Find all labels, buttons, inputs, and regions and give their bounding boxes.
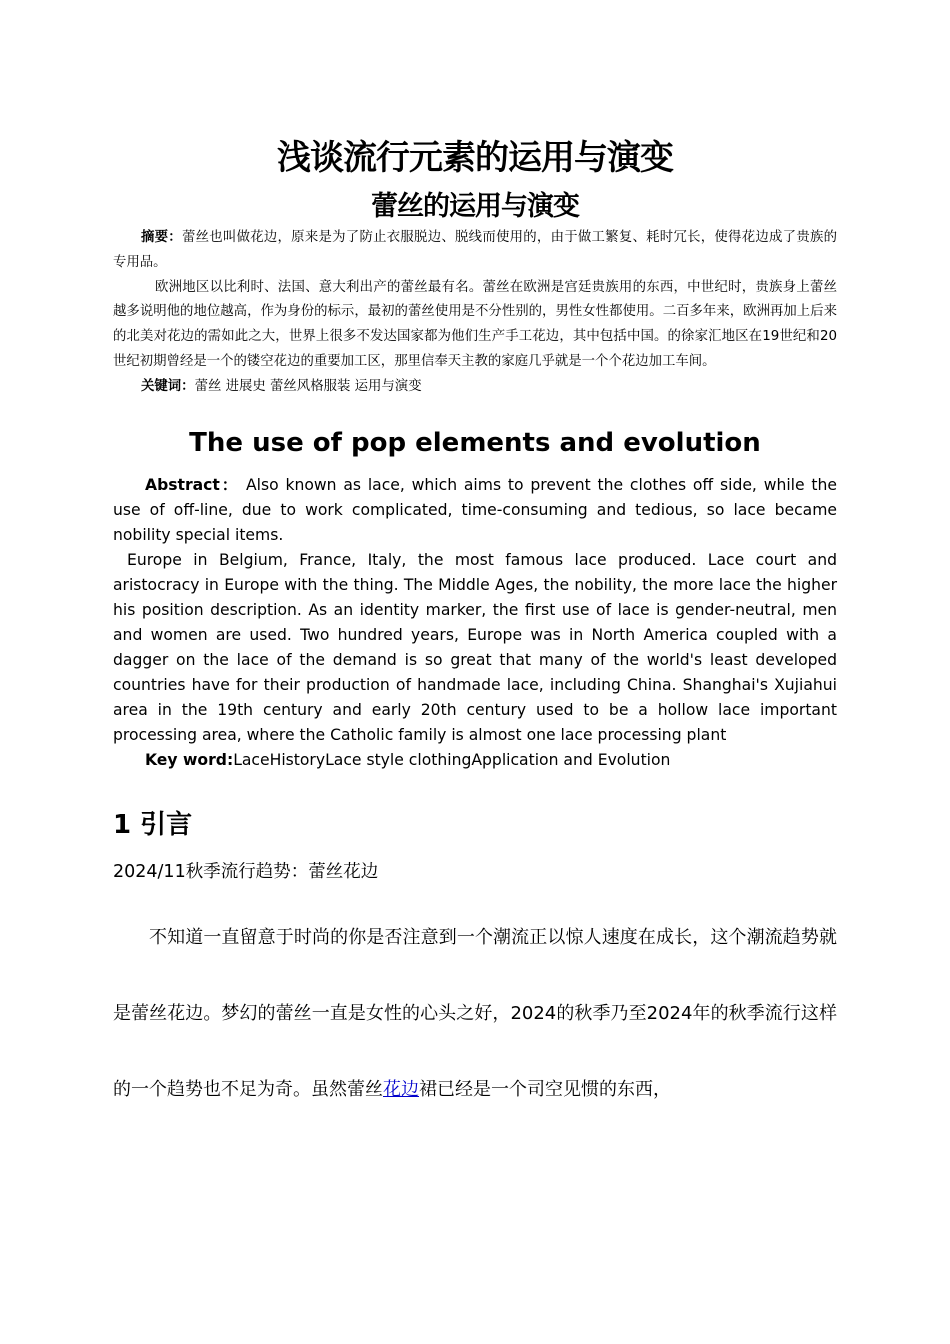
en-keywords-text: LaceHistoryLace style clothingApplication and Evolution	[233, 751, 671, 769]
abstract-paragraph-2: 欧洲地区以比利时、法国、意大利出产的蕾丝最有名。蕾丝在欧洲是宫廷贵族用的东西，中世纪时，贵族身上蕾丝越多说明他的地位越高，作为身份的标示，最初的蕾丝使用是不分性别的，男性女性都使用。二百多年来，欧洲再加上后来的北美对花边的需如此之大，世界上很多不发达国家都为他们生产手工花边，其中包括中国。的徐家汇地区在19世纪和20世纪初期曾经是一个的镂空花边的重要加工区，那里信奉天主教的家庭几乎就是一个个花边加工车间。	[113, 279, 837, 369]
trend-line: 2024/11秋季流行趋势：蕾丝花边	[113, 862, 379, 882]
en-abstract-text: Also known as lace, which aims to prevent the clothes off side, while the use of off-line, due to work complicated, time-consuming and tedious, so lace became nobility special items.	[113, 476, 837, 544]
lace-link[interactable]: 花边	[383, 1079, 419, 1100]
keywords-label: 关键词：	[141, 378, 195, 394]
en-keyword-label: Key word:	[145, 751, 234, 769]
english-abstract	[113, 473, 837, 773]
body-text-start: 不知道一直留意于时尚的你是否注意到一个潮流正以惊人速度在成长，这个潮流趋势就是蕾丝花边。梦幻的蕾丝一直是女性的心头之好，2024的秋季乃至2024年的秋季流行这样的一个趋势也不足为奇。虽然蕾丝	[113, 927, 837, 1100]
en-abstract-label: Abstract：	[145, 476, 240, 494]
abstract-label: 摘要：	[141, 230, 182, 245]
page-title: 浅谈流行元素的运用与演变	[277, 138, 673, 178]
page-subtitle: 蕾丝的运用与演变	[371, 191, 579, 222]
abstract-text: 蕾丝也叫做花边，原来是为了防止衣服脱边、脱线而使用的，由于做工繁复、耗时冗长，使得花边成了贵族的专用品。	[113, 230, 838, 270]
section-heading: 1 引言	[113, 810, 193, 840]
english-title: The use of pop elements and evolution	[189, 428, 761, 458]
en-abstract-paragraph-2: Europe in Belgium, France, Italy, the most famous lace produced. Lace court and aristocracy in Europe with the thing. The Middle Ages, the nobility, the more lace the higher his position description. As an identity marker, the first use of lace is gender-neutral, men and women are used. Two hundred years, Europe was in North America coupled with a dagger on the lace of the demand is so great that many of the world's least developed countries have for their production of handmade lace, including China. Shanghai's Xujiahui area in the 19th century and early 20th century used to be a hollow lace important processing area, where the Catholic family is almost one lace processing plant	[113, 551, 837, 744]
chinese-abstract	[113, 226, 837, 400]
keywords-text: 蕾丝 进展史 蕾丝风格服装 运用与演变	[194, 378, 422, 394]
body-paragraph	[113, 900, 837, 1128]
body-text-end: 裙已经是一个司空见惯的东西，	[419, 1079, 671, 1100]
